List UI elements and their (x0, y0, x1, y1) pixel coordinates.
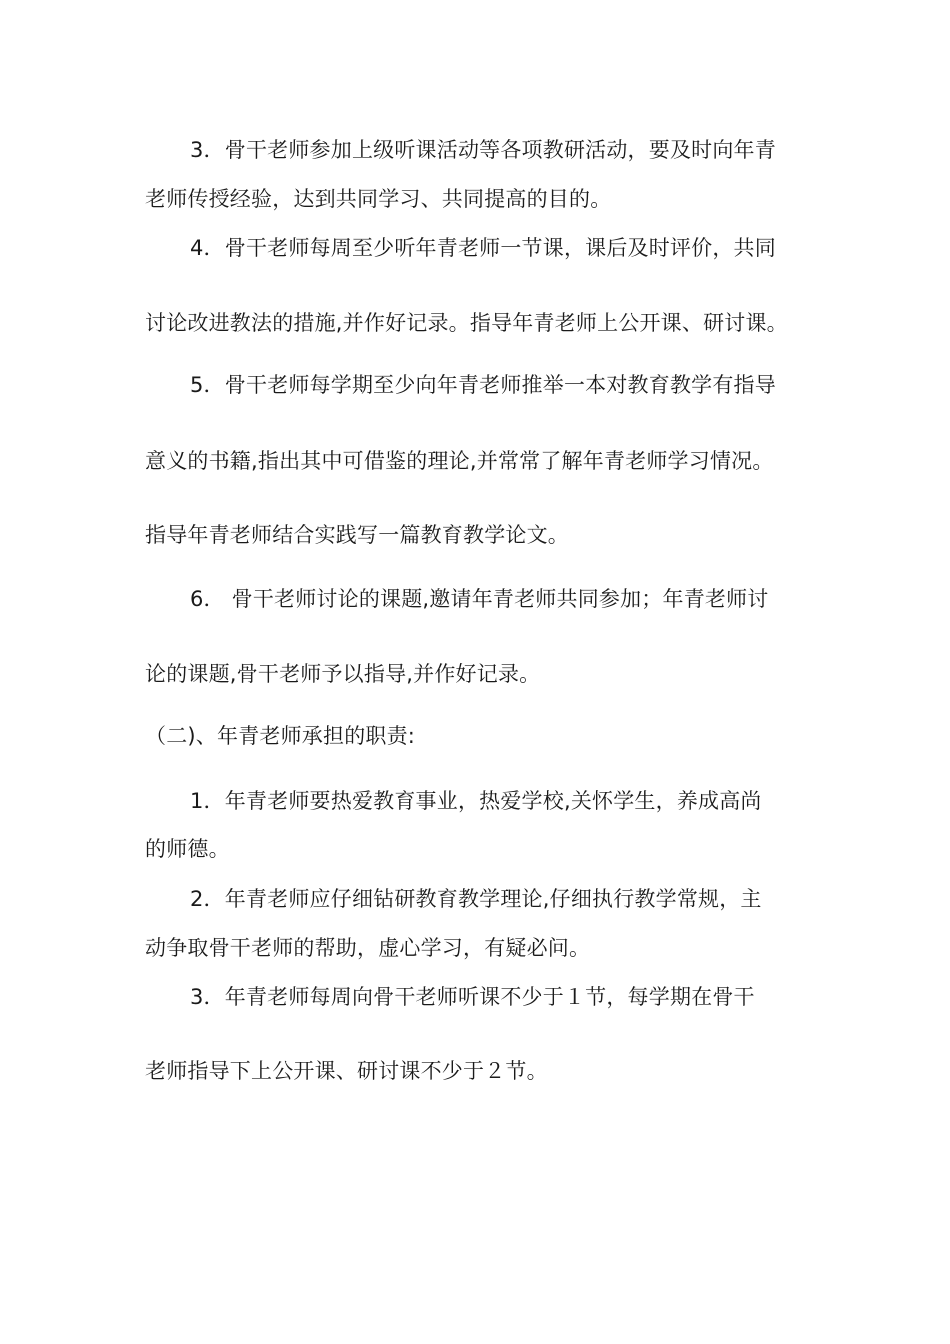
paragraph-line: 6． 骨干老师讨论的课题,邀请年青老师共同参加；年青老师讨 (190, 587, 769, 611)
paragraph-line: 的师德。 (145, 837, 230, 861)
paragraph-line: 论的课题,骨干老师予以指导,并作好记录。 (145, 662, 541, 686)
section-heading: （二)、年青老师承担的职责: (145, 724, 416, 748)
paragraph-line: 4．骨干老师每周至少听年青老师一节课，课后及时评价，共同 (190, 236, 776, 260)
paragraph-line: 讨论改进教法的措施,并作好记录。指导年青老师上公开课、研讨课。 (145, 311, 788, 335)
paragraph-line: 1．年青老师要热爱教育事业，热爱学校,关怀学生，养成高尚 (190, 789, 762, 813)
paragraph-line: 老师指导下上公开课、研讨课不少于２节。 (145, 1059, 548, 1083)
paragraph-line: 3．年青老师每周向骨干老师听课不少于１节，每学期在骨干 (190, 985, 755, 1009)
paragraph-line: 动争取骨干老师的帮助，虚心学习，有疑必问。 (145, 936, 591, 960)
paragraph-line: 5．骨干老师每学期至少向年青老师推举一本对教育教学有指导 (190, 373, 776, 397)
paragraph-line: 意义的书籍,指出其中可借鉴的理论,并常常了解年青老师学习情况。 (145, 449, 774, 473)
paragraph-line: 3．骨干老师参加上级听课活动等各项教研活动，要及时向年青 (190, 138, 776, 162)
paragraph-line: 2．年青老师应仔细钻研教育教学理论,仔细执行教学常规，主 (190, 887, 762, 911)
paragraph-line: 指导年青老师结合实践写一篇教育教学论文。 (145, 523, 569, 547)
paragraph-line: 老师传授经验，达到共同学习、共同提高的目的。 (145, 187, 612, 211)
